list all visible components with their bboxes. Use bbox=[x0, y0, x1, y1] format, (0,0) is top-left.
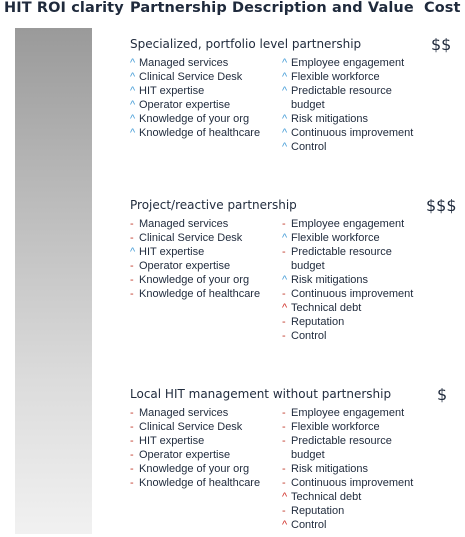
value-item-label: HIT expertise bbox=[139, 85, 205, 97]
value-item-label: Managed services bbox=[139, 218, 229, 230]
section-title: Local HIT management without partnership bbox=[130, 387, 392, 401]
decline-dash-icon: - bbox=[282, 288, 286, 300]
value-item bbox=[282, 462, 460, 476]
value-item-label: Operator expertise bbox=[139, 99, 231, 111]
value-item-label: Clinical Service Desk bbox=[139, 421, 243, 433]
value-item bbox=[130, 420, 275, 434]
value-item bbox=[282, 56, 460, 70]
value-item-label: Managed services bbox=[139, 57, 229, 69]
decline-dash-icon: - bbox=[130, 274, 134, 286]
value-item bbox=[282, 406, 460, 420]
decline-dash-icon: - bbox=[130, 477, 134, 489]
value-list-right bbox=[282, 56, 460, 154]
value-item bbox=[130, 126, 275, 140]
value-item bbox=[282, 434, 460, 462]
decline-dash-icon: - bbox=[282, 246, 286, 258]
value-item bbox=[130, 448, 275, 462]
improve-caret-icon: ^ bbox=[282, 85, 288, 97]
value-item-label: Clinical Service Desk bbox=[139, 232, 243, 244]
value-item-label: Operator expertise bbox=[139, 260, 231, 272]
section-cost: $ bbox=[437, 385, 448, 404]
roi-clarity-gradient-bar bbox=[15, 28, 92, 534]
decline-dash-icon: - bbox=[130, 260, 134, 272]
value-item bbox=[282, 126, 460, 140]
risk-caret-icon: ^ bbox=[282, 519, 288, 531]
value-item-label: Knowledge of healthcare bbox=[139, 477, 261, 489]
decline-dash-icon: - bbox=[282, 477, 286, 489]
value-list-right bbox=[282, 217, 460, 343]
value-item bbox=[130, 245, 275, 259]
improve-caret-icon: ^ bbox=[130, 99, 136, 111]
improve-caret-icon: ^ bbox=[282, 71, 288, 83]
value-item-label: Control bbox=[291, 141, 327, 153]
value-item-label: Technical debt bbox=[291, 302, 362, 314]
improve-caret-icon: ^ bbox=[130, 71, 136, 83]
value-item bbox=[282, 504, 460, 518]
improve-caret-icon: ^ bbox=[130, 85, 136, 97]
improve-caret-icon: ^ bbox=[282, 57, 288, 69]
value-item bbox=[130, 70, 275, 84]
decline-dash-icon: - bbox=[130, 421, 134, 433]
section-title: Project/reactive partnership bbox=[130, 198, 297, 212]
value-item-label: Managed services bbox=[139, 407, 229, 419]
improve-caret-icon: ^ bbox=[130, 113, 136, 125]
decline-dash-icon: - bbox=[282, 435, 286, 447]
value-item-label: HIT expertise bbox=[139, 246, 205, 258]
value-item bbox=[282, 217, 460, 231]
value-item bbox=[130, 476, 275, 490]
decline-dash-icon: - bbox=[282, 421, 286, 433]
value-item bbox=[282, 287, 460, 301]
decline-dash-icon: - bbox=[130, 449, 134, 461]
column-header-description: Partnership Description and Value bbox=[130, 0, 414, 16]
value-item-label: Predictable resource budget bbox=[291, 435, 392, 461]
value-item bbox=[282, 301, 460, 315]
value-item-label: Risk mitigations bbox=[291, 113, 369, 125]
value-item bbox=[130, 98, 275, 112]
value-item-label: Risk mitigations bbox=[291, 274, 369, 286]
decline-dash-icon: - bbox=[282, 316, 286, 328]
value-item bbox=[130, 231, 275, 245]
value-item-label: Employee engagement bbox=[291, 407, 405, 419]
value-item-label: Knowledge of healthcare bbox=[139, 127, 261, 139]
value-item-label: Employee engagement bbox=[291, 218, 405, 230]
value-item-label: Reputation bbox=[291, 505, 345, 517]
section-cost: $$$ bbox=[426, 196, 457, 215]
decline-dash-icon: - bbox=[282, 463, 286, 475]
value-item bbox=[282, 245, 460, 273]
value-item bbox=[282, 112, 460, 126]
value-item bbox=[282, 273, 460, 287]
value-item-label: Continuous improvement bbox=[291, 127, 414, 139]
value-item bbox=[282, 315, 460, 329]
value-item bbox=[282, 70, 460, 84]
value-item-label: Employee engagement bbox=[291, 57, 405, 69]
value-item bbox=[130, 434, 275, 448]
value-item bbox=[130, 462, 275, 476]
improve-caret-icon: ^ bbox=[282, 127, 288, 139]
value-item bbox=[130, 259, 275, 273]
value-item bbox=[130, 217, 275, 231]
improve-caret-icon: ^ bbox=[130, 57, 136, 69]
column-header-roi-clarity: HIT ROI clarity bbox=[4, 0, 124, 16]
value-item bbox=[282, 420, 460, 434]
value-item-label: Operator expertise bbox=[139, 449, 231, 461]
improve-caret-icon: ^ bbox=[282, 141, 288, 153]
value-item-label: HIT expertise bbox=[139, 435, 205, 447]
decline-dash-icon: - bbox=[130, 463, 134, 475]
value-item bbox=[130, 287, 275, 301]
value-item bbox=[130, 406, 275, 420]
value-item-label: Clinical Service Desk bbox=[139, 71, 243, 83]
decline-dash-icon: - bbox=[282, 407, 286, 419]
risk-caret-icon: ^ bbox=[282, 491, 288, 503]
improve-caret-icon: ^ bbox=[282, 274, 288, 286]
value-item-label: Predictable resource budget bbox=[291, 85, 392, 111]
value-item-label: Continuous improvement bbox=[291, 477, 414, 489]
value-item-label: Reputation bbox=[291, 316, 345, 328]
value-item bbox=[130, 56, 275, 70]
value-item-label: Continuous improvement bbox=[291, 288, 414, 300]
value-list-left bbox=[130, 217, 275, 301]
column-header-cost: Cost bbox=[424, 0, 461, 16]
value-item bbox=[282, 140, 460, 154]
value-list-left bbox=[130, 56, 275, 140]
improve-caret-icon: ^ bbox=[130, 246, 136, 258]
value-item-label: Flexible workforce bbox=[291, 232, 380, 244]
value-item-label: Knowledge of your org bbox=[139, 274, 250, 286]
improve-caret-icon: ^ bbox=[282, 113, 288, 125]
value-item bbox=[282, 84, 460, 112]
value-item-label: Flexible workforce bbox=[291, 421, 380, 433]
decline-dash-icon: - bbox=[282, 505, 286, 517]
value-item-label: Control bbox=[291, 519, 327, 531]
value-item bbox=[130, 112, 275, 126]
value-item-label: Control bbox=[291, 330, 327, 342]
value-item-label: Knowledge of your org bbox=[139, 463, 250, 475]
improve-caret-icon: ^ bbox=[130, 127, 136, 139]
decline-dash-icon: - bbox=[130, 288, 134, 300]
decline-dash-icon: - bbox=[130, 407, 134, 419]
improve-caret-icon: ^ bbox=[282, 232, 288, 244]
value-item bbox=[130, 84, 275, 98]
value-item bbox=[130, 273, 275, 287]
value-item-label: Knowledge of healthcare bbox=[139, 288, 261, 300]
risk-caret-icon: ^ bbox=[282, 302, 288, 314]
decline-dash-icon: - bbox=[130, 435, 134, 447]
value-item bbox=[282, 476, 460, 490]
value-item bbox=[282, 518, 460, 532]
value-item bbox=[282, 231, 460, 245]
value-list-left bbox=[130, 406, 275, 490]
value-item-label: Flexible workforce bbox=[291, 71, 380, 83]
section-title: Specialized, portfolio level partnership bbox=[130, 37, 362, 51]
decline-dash-icon: - bbox=[282, 218, 286, 230]
decline-dash-icon: - bbox=[282, 330, 286, 342]
value-item-label: Technical debt bbox=[291, 491, 362, 503]
value-item-label: Knowledge of your org bbox=[139, 113, 250, 125]
value-item bbox=[282, 490, 460, 504]
decline-dash-icon: - bbox=[130, 232, 134, 244]
value-list-right bbox=[282, 406, 460, 532]
value-item-label: Risk mitigations bbox=[291, 463, 369, 475]
decline-dash-icon: - bbox=[130, 218, 134, 230]
value-item-label: Predictable resource budget bbox=[291, 246, 392, 272]
value-item bbox=[282, 329, 460, 343]
section-cost: $$ bbox=[431, 35, 452, 54]
